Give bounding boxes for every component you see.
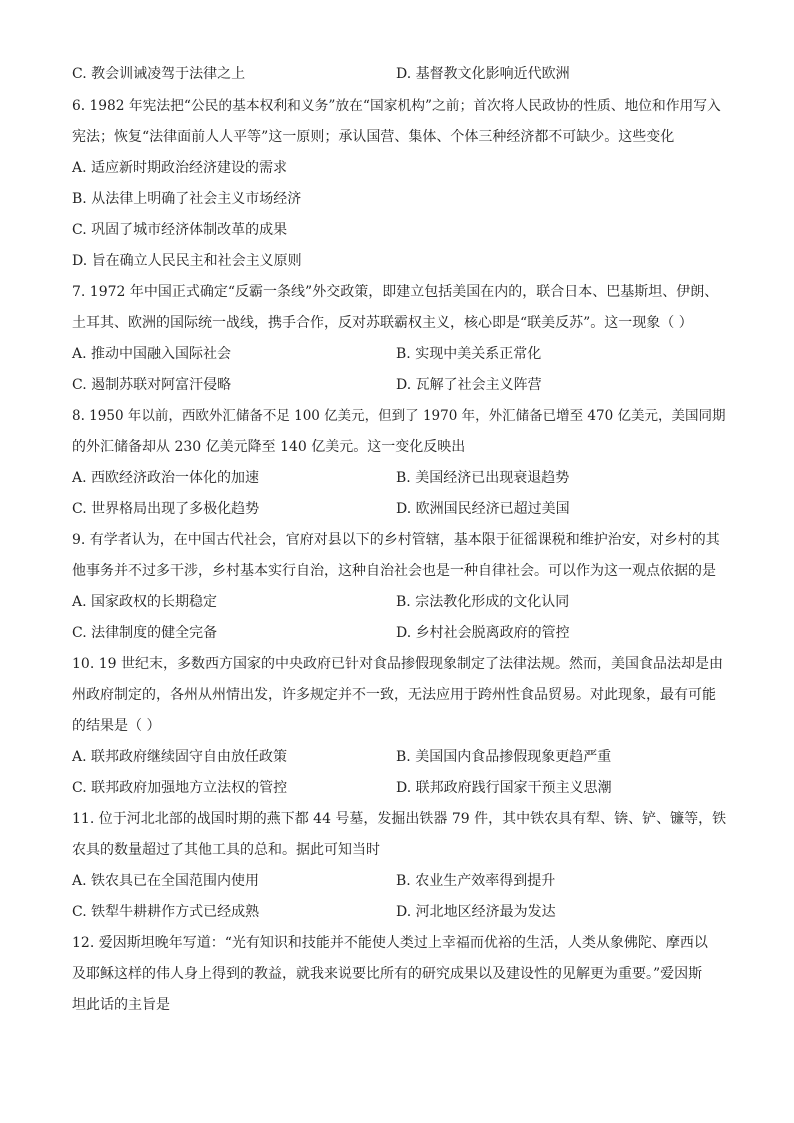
q10-option-a: A. 联邦政府继续固守自由放任政策 (72, 749, 288, 765)
q5-option-c: C. 教会训诫凌驾于法律之上 (72, 66, 246, 82)
q6-option-a: A. 适应新时期政治经济建设的需求 (72, 160, 288, 176)
q7-option-c: C. 遏制苏联对阿富汗侵略 (72, 377, 232, 393)
q11-stem-line-2: 农具的数量超过了其他工具的总和。据此可知当时 (72, 842, 380, 858)
q10-stem-line-1: 10. 19 世纪末，多数西方国家的中央政府已针对食品掺假现象制定了法律法规。然而，美国食品法却是由 (72, 656, 723, 672)
q12-stem-line-3: 坦此话的主旨是 (72, 997, 170, 1013)
q8-option-c: C. 世界格局出现了多极化趋势 (72, 501, 260, 517)
q8-option-d: D. 欧洲国民经济已超过美国 (396, 501, 570, 517)
q9-option-c: C. 法律制度的健全完备 (72, 625, 218, 641)
q10-option-b: B. 美国国内食品掺假现象更趋严重 (396, 749, 612, 765)
q11-option-d: D. 河北地区经济最为发达 (396, 904, 556, 920)
q6-option-b: B. 从法律上明确了社会主义市场经济 (72, 191, 302, 207)
q7-option-d: D. 瓦解了社会主义阵营 (396, 377, 542, 393)
q9-option-d: D. 乡村社会脱离政府的管控 (396, 625, 570, 641)
q6-stem-line-1: 6. 1982 年宪法把“公民的基本权利和义务”放在“国家机构”之前；首次将人民政协的性质、地位和作用写入 (72, 98, 721, 114)
q11-option-a: A. 铁农具已在全国范围内使用 (72, 873, 260, 889)
q10-stem-line-2: 州政府制定的，各州从州情出发，许多规定并不一致，无法应用于跨州性食品贸易。对此现象，最有可能 (72, 687, 716, 703)
q9-stem-line-2: 他事务并不过多干涉，乡村基本实行自治，这种自治社会也是一种自律社会。可以作为这一观点依据的是 (72, 563, 716, 579)
q11-stem-line-1: 11. 位于河北北部的战国时期的燕下都 44 号墓，发掘出铁器 79 件，其中铁农具有犁、锛、铲、镰等，铁 (72, 811, 727, 827)
q6-option-c: C. 巩固了城市经济体制改革的成果 (72, 222, 288, 238)
q10-stem-line-3: 的结果是（ ） (72, 718, 161, 734)
q8-stem-line-2: 的外汇储备却从 230 亿美元降至 140 亿美元。这一变化反映出 (72, 439, 466, 455)
q7-stem-line-2: 土耳其、欧洲的国际统一战线，携手合作，反对苏联霸权主义，核心即是“联美反苏”。这一现象（ ） (72, 315, 693, 331)
q6-stem-line-2: 宪法；恢复“法律面前人人平等”这一原则；承认国营、集体、个体三种经济都不可缺少。这些变化 (72, 129, 675, 145)
q11-option-b: B. 农业生产效率得到提升 (396, 873, 556, 889)
q7-stem-line-1: 7. 1972 年中国正式确定“反霸一条线”外交政策，即建立包括美国在内的，联合日本、巴基斯坦、伊朗、 (72, 284, 719, 300)
q7-option-a: A. 推动中国融入国际社会 (72, 346, 232, 362)
q6-option-d: D. 旨在确立人民民主和社会主义原则 (72, 253, 302, 269)
q9-stem-line-1: 9. 有学者认为，在中国古代社会，官府对县以下的乡村管辖，基本限于征徭课税和维护治安，对乡村的其 (72, 532, 720, 548)
q9-option-a: A. 国家政权的长期稳定 (72, 594, 218, 610)
q10-option-c: C. 联邦政府加强地方立法权的管控 (72, 780, 288, 796)
q12-stem-line-1: 12. 爱因斯坦晚年写道：“光有知识和技能并不能使人类过上幸福而优裕的生活，人类从象佛陀、摩西以 (72, 935, 708, 951)
q9-option-b: B. 宗法教化形成的文化认同 (396, 594, 570, 610)
q12-stem-line-2: 及耶稣这样的伟人身上得到的教益，就我来说要比所有的研究成果以及建设性的见解更为重要。”爱因斯 (72, 966, 703, 982)
q11-option-c: C. 铁犁牛耕耕作方式已经成熟 (72, 904, 260, 920)
q8-option-a: A. 西欧经济政治一体化的加速 (72, 470, 260, 486)
q8-stem-line-1: 8. 1950 年以前，西欧外汇储备不足 100 亿美元，但到了 1970 年，外汇储备已增至 470 亿美元，美国同期 (72, 408, 726, 424)
q10-option-d: D. 联邦政府践行国家干预主义思潮 (396, 780, 612, 796)
q8-option-b: B. 美国经济已出现衰退趋势 (396, 470, 570, 486)
q7-option-b: B. 实现中美关系正常化 (396, 346, 542, 362)
q5-option-d: D. 基督教文化影响近代欧洲 (396, 66, 570, 82)
